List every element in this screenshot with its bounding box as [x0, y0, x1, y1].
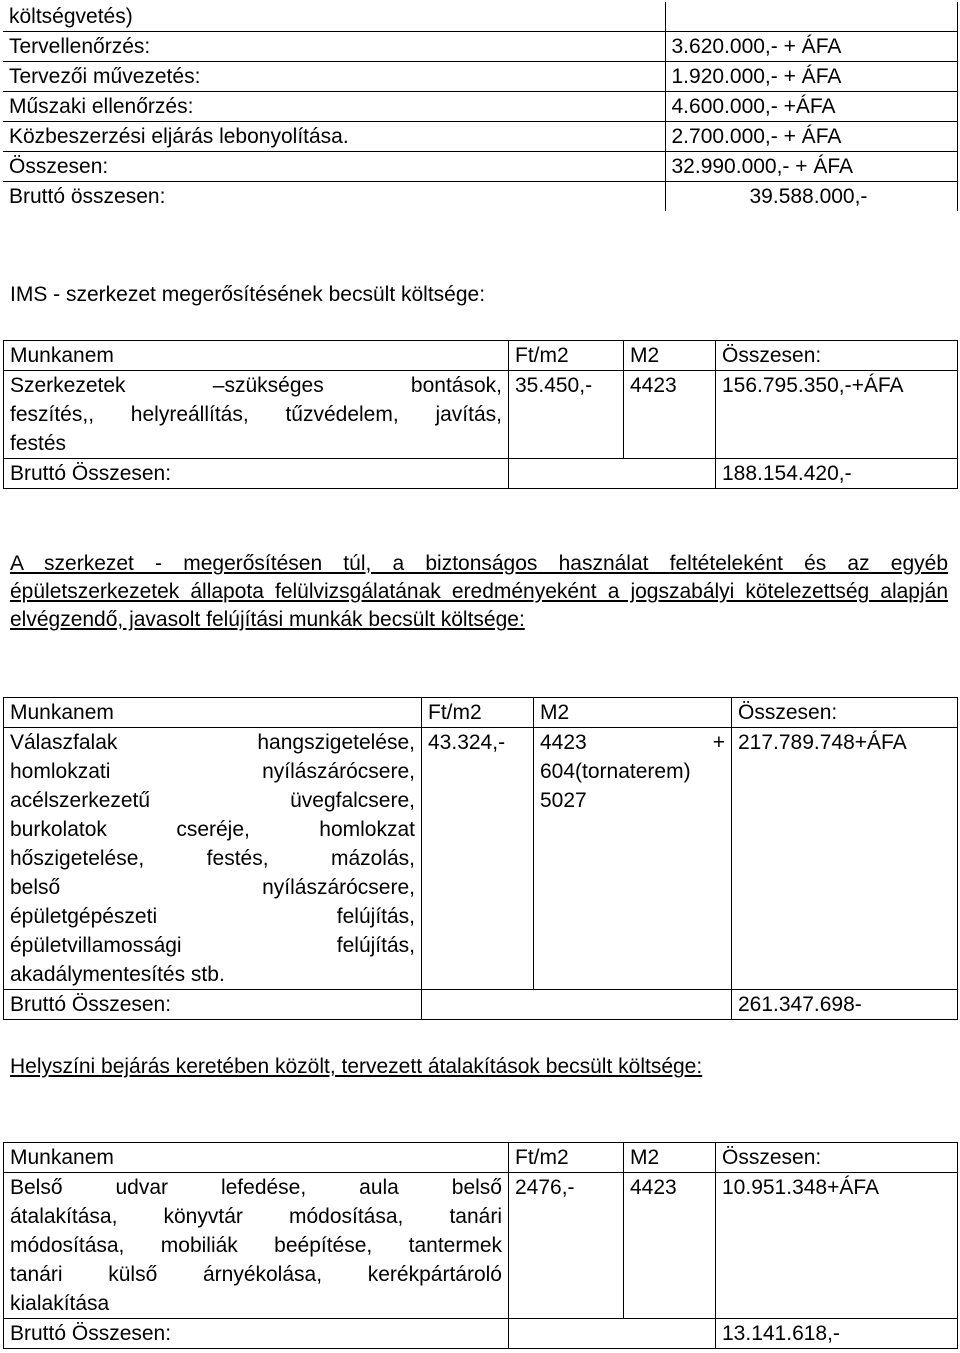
ims-total: 156.795.350,-+ÁFA	[716, 371, 958, 459]
col-header-osszesen: Összesen:	[732, 698, 958, 728]
desc-line: acélszerkezetű üvegfalcsere,	[10, 789, 415, 812]
summary-value	[665, 2, 957, 32]
ims-area: 4423	[624, 371, 716, 459]
renovation-gross-label: Bruttó Összesen:	[4, 990, 422, 1020]
col-header-munkanem: Munkanem	[4, 341, 509, 371]
renovation-gross-value: 261.347.698-	[732, 990, 958, 1020]
renovation-table	[3, 697, 958, 1020]
desc-line: feszítés,, helyreállítás, tűzvédelem, javítás,	[10, 403, 502, 426]
summary-value: 2.700.000,- + ÁFA	[665, 122, 957, 152]
summary-row	[3, 92, 957, 122]
desc-line: módosítása, mobiliák beépítése, tantermek	[10, 1234, 502, 1257]
site-visit-heading: Helyszíni bejárás keretében közölt, tervezett átalakítások becsült költsége:	[10, 1055, 703, 1078]
col-header-m2: M2	[624, 341, 716, 371]
desc-line: hőszigetelése, festés, mázolás,	[10, 847, 415, 870]
col-header-ftm2: Ft/m2	[509, 1143, 624, 1173]
desc-line: akadálymentesítés stb.	[10, 963, 225, 986]
col-header-munkanem: Munkanem	[4, 698, 422, 728]
summary-row	[3, 2, 957, 32]
site-visit-gross-row	[4, 1319, 958, 1349]
ims-header-row	[4, 341, 958, 371]
col-header-munkanem: Munkanem	[4, 1143, 509, 1173]
desc-line: épületvillamossági felújítás,	[10, 934, 415, 957]
summary-label: Bruttó összesen:	[3, 182, 665, 212]
ims-unit-price: 35.450,-	[509, 371, 624, 459]
site-visit-unit-price: 2476,-	[509, 1173, 624, 1319]
col-header-osszesen: Összesen:	[716, 1143, 958, 1173]
summary-label: Műszaki ellenőrzés:	[3, 92, 665, 122]
col-header-ftm2: Ft/m2	[422, 698, 534, 728]
ims-gross-row	[4, 459, 958, 489]
desc-line: kialakítása	[10, 1292, 110, 1315]
summary-value: 4.600.000,- +ÁFA	[665, 92, 957, 122]
desc-line: burkolatok cseréje, homlokzat	[10, 818, 415, 841]
desc-line: homlokzati nyílászárócsere,	[10, 760, 415, 783]
renovation-paragraph: A szerkezet - megerősítésen túl, a biztonságos használat feltételeként és az egyéb épületszerkezetek állapota felülvizsgálatának eredményeként a jogszabályi kötelezettség alapján elvégzendő, javasolt felújítási munkák becsült költsége:	[10, 552, 948, 631]
ims-data-row	[4, 371, 958, 459]
renovation-data-row	[4, 728, 958, 990]
site-visit-table	[3, 1142, 958, 1349]
desc-line: belső nyílászárócsere,	[10, 876, 415, 899]
summary-row	[3, 152, 957, 182]
summary-row	[3, 122, 957, 152]
desc-line: Válaszfalak hangszigetelése,	[10, 731, 415, 754]
ims-gross-value: 188.154.420,-	[716, 459, 958, 489]
desc-line: Belső udvar lefedése, aula belső	[10, 1176, 502, 1199]
area-line: 5027	[540, 789, 587, 812]
summary-value: 39.588.000,-	[665, 182, 957, 212]
renovation-gross-empty	[422, 990, 732, 1020]
desc-line: átalakítása, könyvtár módosítása, tanári	[10, 1205, 502, 1228]
summary-row	[3, 62, 957, 92]
desc-line: tanári külső árnyékolása, kerékpártároló	[10, 1263, 502, 1286]
area-line: 604(tornaterem)	[540, 760, 691, 783]
summary-label: Összesen:	[3, 152, 665, 182]
site-visit-area: 4423	[624, 1173, 716, 1319]
renovation-unit-price: 43.324,-	[422, 728, 534, 990]
summary-row	[3, 32, 957, 62]
site-visit-gross-value: 13.141.618,-	[716, 1319, 958, 1349]
summary-row	[3, 182, 957, 212]
renovation-area	[534, 728, 732, 990]
summary-label: költségvetés)	[3, 2, 665, 32]
site-visit-gross-label: Bruttó Összesen:	[4, 1319, 509, 1349]
summary-value: 1.920.000,- + ÁFA	[665, 62, 957, 92]
site-visit-data-row	[4, 1173, 958, 1319]
summary-label: Tervellenőrzés:	[3, 32, 665, 62]
col-header-m2: M2	[624, 1143, 716, 1173]
renovation-work-description	[4, 728, 422, 990]
desc-line: épületgépészeti felújítás,	[10, 905, 415, 928]
site-visit-work-description	[4, 1173, 509, 1319]
desc-line: festés	[10, 432, 67, 455]
ims-table	[3, 340, 958, 489]
col-header-m2: M2	[534, 698, 732, 728]
ims-heading: IMS - szerkezet megerősítésének becsült költsége:	[10, 283, 486, 306]
site-visit-total: 10.951.348+ÁFA	[716, 1173, 958, 1319]
summary-value: 3.620.000,- + ÁFA	[665, 32, 957, 62]
area-line: 4423 +	[540, 731, 725, 754]
desc-line: Szerkezetek –szükséges bontások,	[10, 374, 502, 397]
site-visit-gross-empty	[509, 1319, 716, 1349]
site-visit-header-row	[4, 1143, 958, 1173]
ims-gross-empty	[509, 459, 716, 489]
renovation-header-row	[4, 698, 958, 728]
summary-table	[3, 2, 958, 211]
summary-label: Tervezői művezetés:	[3, 62, 665, 92]
ims-gross-label: Bruttó Összesen:	[4, 459, 509, 489]
col-header-ftm2: Ft/m2	[509, 341, 624, 371]
ims-work-description	[4, 371, 509, 459]
summary-value: 32.990.000,- + ÁFA	[665, 152, 957, 182]
renovation-gross-row	[4, 990, 958, 1020]
summary-label: Közbeszerzési eljárás lebonyolítása.	[3, 122, 665, 152]
renovation-total: 217.789.748+ÁFA	[732, 728, 958, 990]
col-header-osszesen: Összesen:	[716, 341, 958, 371]
